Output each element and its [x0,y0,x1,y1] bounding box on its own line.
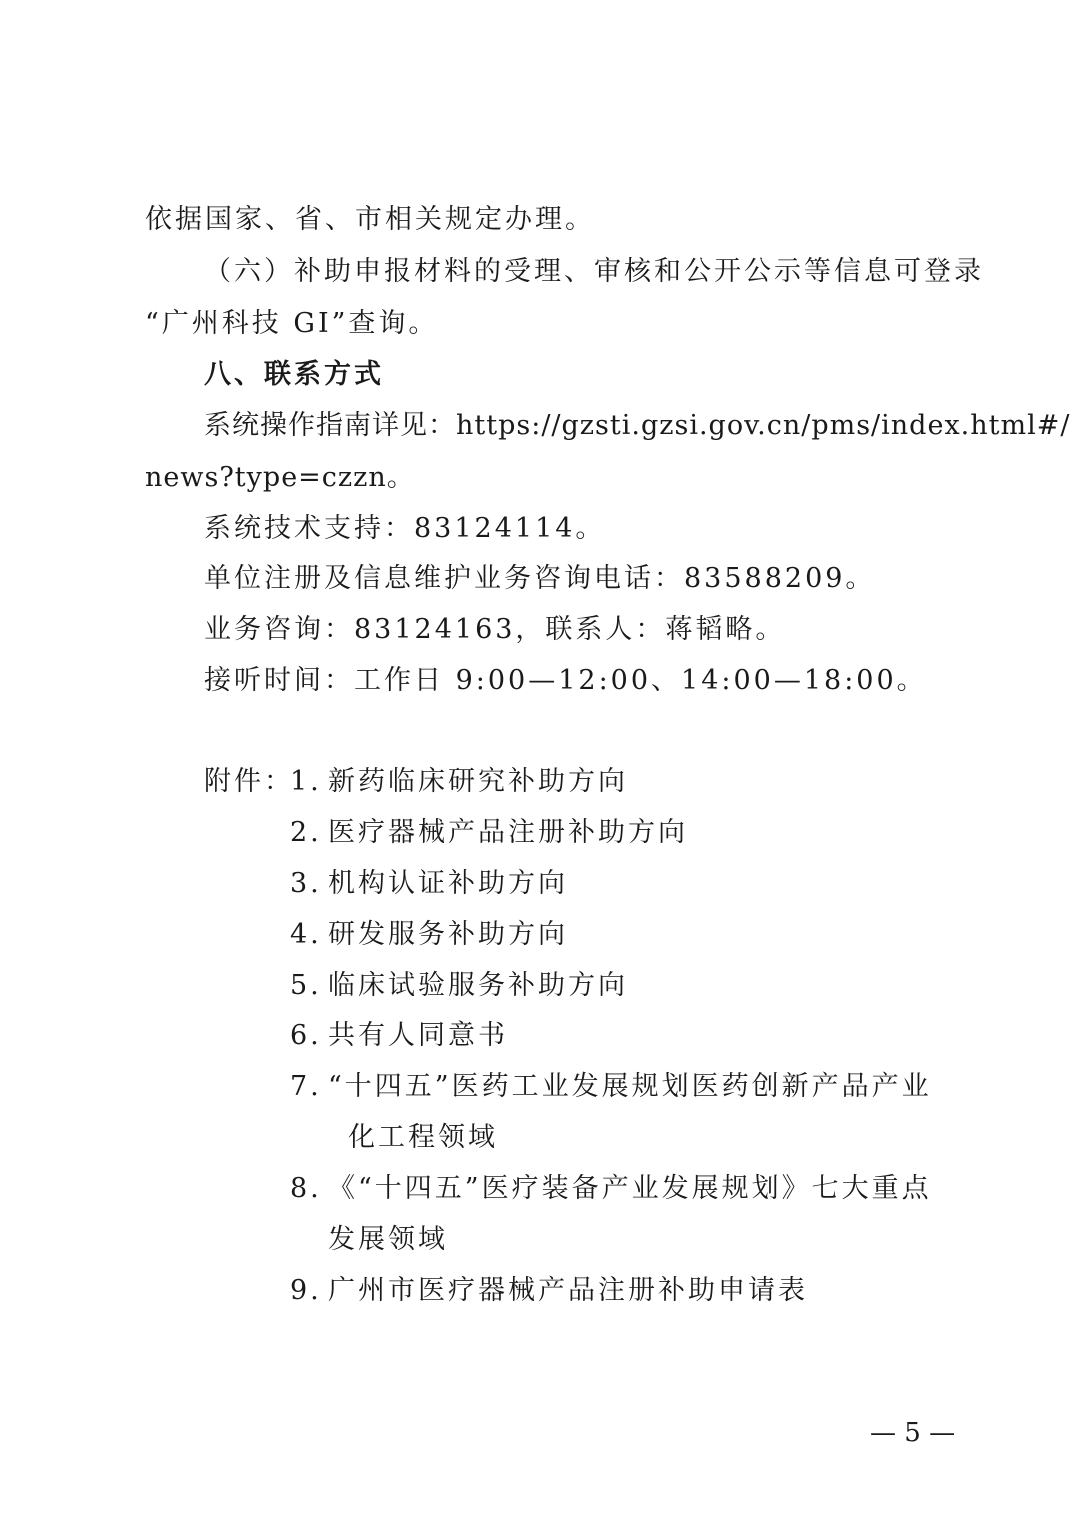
attachments-label: 附件： [204,766,294,797]
hours-line: 接听时间：工作日 9:00—12:00、14:00—18:00。 [204,665,927,696]
registration-phone-line: 单位注册及信息维护业务咨询电话：83588209。 [204,563,876,594]
attachment-number: 2. [290,817,322,848]
guide-url-line: 系统操作指南详见：https://gzsti.gzsi.gov.cn/pms/index.html#/ [204,410,1071,441]
attachment-title: 临床试验服务补助方向 [328,970,628,1001]
attachment-number: 9. [290,1275,322,1306]
attachment-item-3 [290,867,568,901]
attachment-item-7-cont: 化工程领域 [348,1122,498,1153]
business-contact-line: 业务咨询：83124163，联系人：蒋韬略。 [204,614,786,645]
attachment-title: 广州市医疗器械产品注册补助申请表 [328,1275,808,1306]
attachment-title: 研发服务补助方向 [328,919,568,950]
attachment-item-7 [290,1070,932,1104]
attachment-item-5 [290,969,628,1003]
attachment-item-8-cont: 发展领域 [328,1224,448,1255]
attachment-item-8 [290,1172,932,1206]
attachment-title: “十四五”医药工业发展规划医药创新产品产业 [328,1071,932,1102]
attachment-number: 4. [290,919,322,950]
attachment-item-9 [290,1274,808,1308]
attachment-item-4 [290,918,568,952]
attachment-item-6 [290,1019,508,1053]
attachment-number: 8. [290,1173,322,1204]
attachment-title: 《“十四五”医疗装备产业发展规划》七大重点 [328,1173,932,1204]
tech-support-line: 系统技术支持：83124114。 [204,513,606,544]
attachment-number: 1. [290,766,322,797]
attachment-title: 机构认证补助方向 [328,868,568,899]
body-line-2: （六）补助申报材料的受理、审核和公开公示等信息可登录 [204,256,984,287]
page-number: — 5 — [870,1418,956,1448]
body-line-1: 依据国家、省、市相关规定办理。 [145,204,595,235]
attachment-title: 共有人同意书 [328,1020,508,1051]
attachment-title: 新药临床研究补助方向 [328,766,628,797]
attachment-number: 7. [290,1071,322,1102]
attachment-item-1 [290,765,628,799]
attachment-number: 5. [290,970,322,1001]
attachment-number: 6. [290,1020,322,1051]
attachment-number: 3. [290,868,322,899]
section-heading: 八、联系方式 [204,359,384,390]
guide-url-cont: news?type=czzn。 [145,462,415,493]
attachment-item-2 [290,816,688,850]
attachment-title: 医疗器械产品注册补助方向 [328,817,688,848]
body-line-3: “广州科技 GI”查询。 [145,308,439,339]
